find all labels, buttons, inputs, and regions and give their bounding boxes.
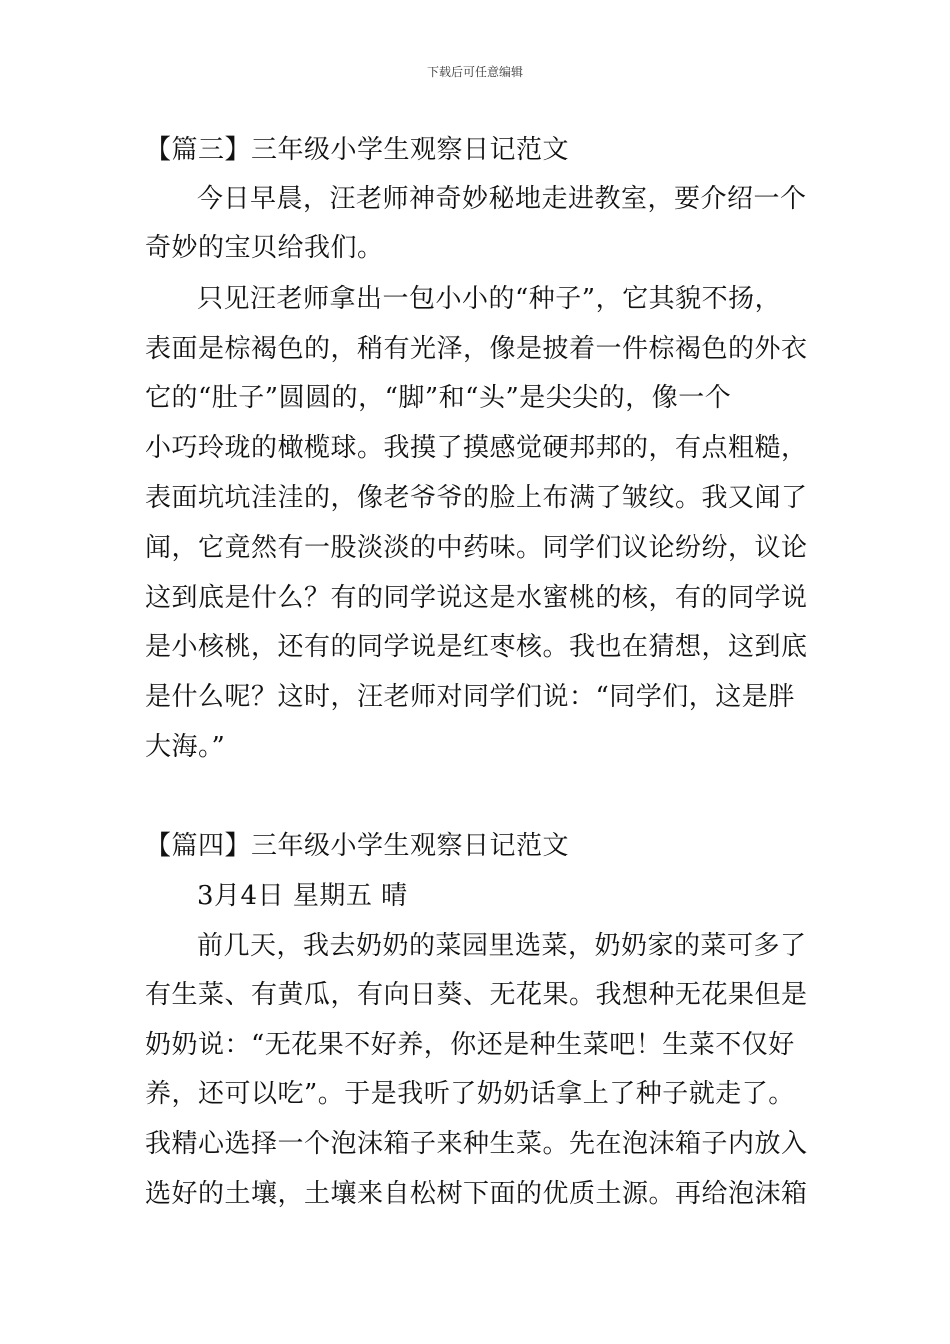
- page-header: 下载后可任意编辑: [426, 65, 523, 79]
- paragraph-line: 前几天，我去奶奶的菜园里选菜，奶奶家的菜可多了: [197, 931, 807, 961]
- paragraph-line: 它的“肚子”圆圆的，“脚”和“头”是尖尖的，像一个: [145, 383, 732, 413]
- paragraph-line: 是小核桃，还有的同学说是红枣核。我也在猜想，这到底: [145, 632, 808, 662]
- paragraph-line: 表面坑坑洼洼的，像老爷爷的脸上布满了皱纹。我又闻了: [145, 483, 808, 513]
- paragraph-line: 有生菜、有黄瓜，有向日葵、无花果。我想种无花果但是: [145, 980, 808, 1010]
- paragraph-line: 是什么呢？这时，汪老师对同学们说：“同学们，这是胖: [145, 682, 795, 712]
- diary-date-line: 3月4日 星期五 晴: [197, 881, 408, 911]
- paragraph-line: 这到底是什么？有的同学说这是水蜜桃的核，有的同学说: [145, 583, 808, 613]
- paragraph-line: 养，还可以吃”。于是我听了奶奶话拿上了种子就走了。: [145, 1079, 795, 1109]
- paragraph-line: 奇妙的宝贝给我们。: [145, 233, 384, 263]
- section-title: 【篇三】三年级小学生观察日记范文: [145, 135, 570, 165]
- paragraph-line: 表面是棕褐色的，稍有光泽，像是披着一件棕褐色的外衣: [145, 334, 808, 364]
- section-title: 【篇四】三年级小学生观察日记范文: [145, 831, 570, 861]
- paragraph-line: 小巧玲珑的橄榄球。我摸了摸感觉硬邦邦的，有点粗糙，: [145, 433, 808, 463]
- paragraph-line: 选好的土壤，土壤来自松树下面的优质土源。再给泡沫箱: [145, 1179, 808, 1209]
- paragraph-line: 只见汪老师拿出一包小小的“种子”，它其貌不扬，: [197, 284, 782, 314]
- paragraph-line: 今日早晨，汪老师神奇妙秘地走进教室，要介绍一个: [197, 184, 807, 214]
- paragraph-line: 我精心选择一个泡沫箱子来种生菜。先在泡沫箱子内放入: [145, 1129, 808, 1159]
- paragraph-line: 奶奶说：“无花果不好养，你还是种生菜吧！生菜不仅好: [145, 1030, 795, 1060]
- paragraph-line: 闻，它竟然有一股淡淡的中药味。同学们议论纷纷，议论: [145, 533, 808, 563]
- paragraph-line: 大海。”: [145, 732, 226, 762]
